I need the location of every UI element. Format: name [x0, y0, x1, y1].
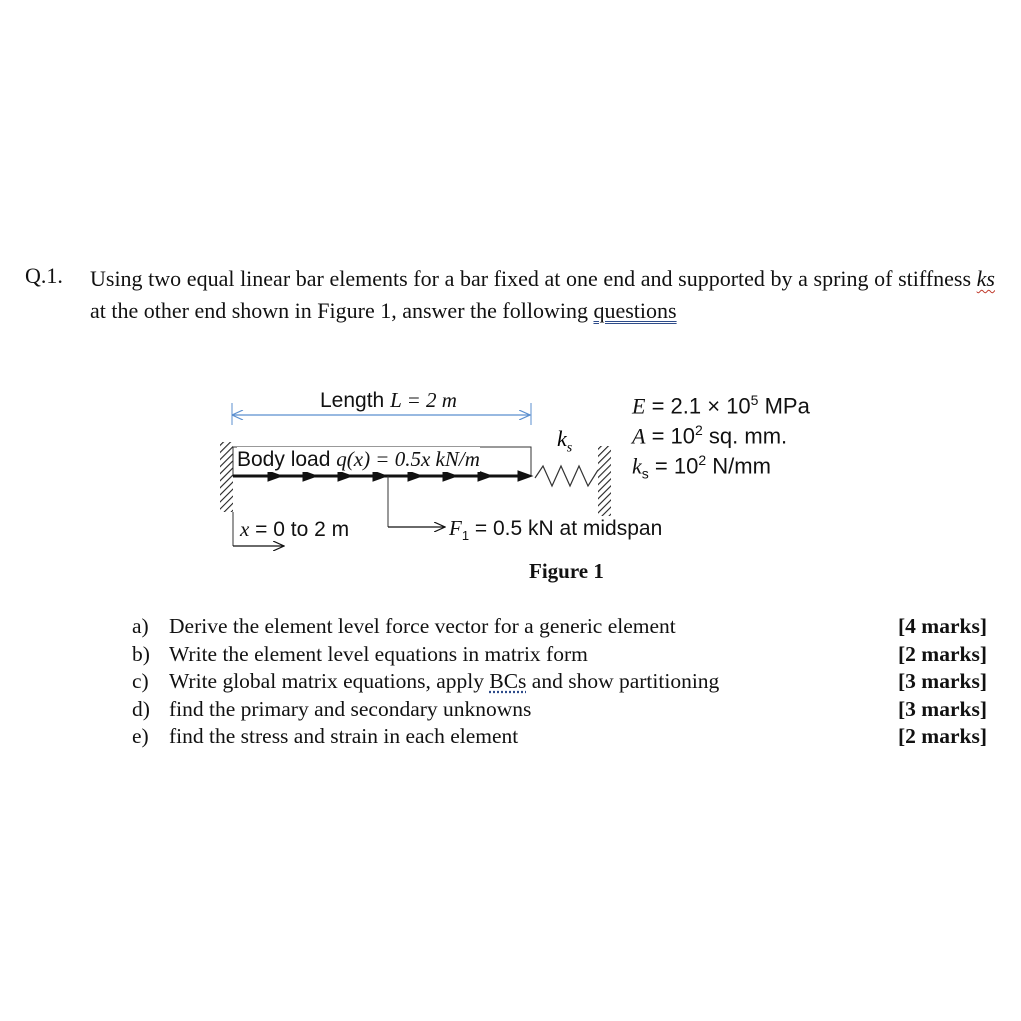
prop-a-var: A	[632, 423, 646, 449]
spring-stiffness-label	[557, 426, 572, 456]
prop-e-sup: 5	[750, 392, 759, 408]
prop-a-unit: sq. mm.	[702, 423, 788, 449]
part-d-text: find the primary and secondary unknowns	[169, 696, 532, 721]
part-e	[132, 723, 992, 751]
force-var: F	[449, 516, 462, 540]
prop-area	[632, 422, 787, 449]
part-e-text: find the stress and strain in each element	[169, 724, 519, 749]
part-c-text	[169, 668, 719, 696]
part-a	[132, 613, 992, 641]
prop-ks-unit: N/mm	[706, 453, 771, 479]
prop-ks-var: k	[632, 453, 642, 479]
spring-k: k	[557, 426, 567, 451]
prop-ks-text: = 10	[654, 453, 699, 479]
length-label	[320, 388, 457, 413]
question-last-word: questions	[593, 298, 677, 323]
part-e-letter: e)	[132, 724, 149, 749]
force-text: = 0.5 kN at midspan	[474, 517, 663, 540]
x-range-text: = 0 to 2 m	[255, 518, 350, 541]
part-b-marks: [2 marks]	[898, 641, 987, 666]
ks-inline-symbol: ks	[976, 266, 995, 291]
part-c-bcs: BCs	[489, 669, 527, 694]
part-c-text-before: Write global matrix equations, apply	[169, 669, 490, 694]
part-b-letter: b)	[132, 641, 150, 666]
part-a-marks: [4 marks]	[898, 614, 987, 638]
length-label-text: Length	[320, 389, 385, 412]
midspan-force-arrow	[388, 476, 445, 527]
question-parts	[132, 613, 992, 751]
question-text-part-1: Using two equal linear bar elements for a bar fixed at one end and supported by a spring of stiffness	[90, 266, 977, 291]
question-number: Q.1.	[25, 263, 63, 288]
prop-ks-sub: s	[641, 465, 649, 482]
left-fixed-support	[220, 442, 233, 512]
part-b	[132, 641, 992, 669]
prop-a-text: = 10	[651, 423, 696, 449]
part-c-marks: [3 marks]	[898, 669, 987, 694]
spring	[535, 466, 598, 486]
prop-a-sup: 2	[695, 422, 703, 438]
x-range-label	[240, 517, 349, 542]
right-fixed-support	[598, 446, 611, 516]
length-equation: L = 2 m	[390, 388, 457, 412]
figure-caption: Figure 1	[529, 559, 604, 583]
prop-e-text: = 2.1 × 10	[651, 393, 751, 419]
x-var: x	[240, 517, 250, 541]
body-load-equation: q(x) = 0.5x kN/m	[336, 447, 480, 471]
part-d-letter: d)	[132, 696, 150, 721]
part-c-text-after: and show partitioning	[526, 669, 720, 694]
spring-sub: s	[566, 440, 573, 456]
question-text-part-2: at the other end shown in Figure 1, answer the following	[90, 298, 594, 323]
body-load-text: Body load	[237, 448, 331, 471]
part-c-letter: c)	[132, 669, 149, 694]
force-label	[449, 516, 662, 543]
part-a-letter: a)	[132, 614, 149, 638]
part-c	[132, 668, 992, 696]
prop-spring-stiffness	[632, 452, 771, 482]
body-load-label	[237, 447, 480, 472]
body-load-arrows	[233, 471, 532, 481]
force-sub: 1	[461, 528, 470, 544]
prop-elastic-modulus	[632, 392, 810, 419]
prop-ks-sup: 2	[698, 452, 707, 468]
prop-e-var: E	[632, 393, 646, 419]
part-e-marks: [2 marks]	[898, 724, 987, 749]
part-a-text: Derive the element level force vector for a generic element	[169, 614, 676, 638]
prop-e-unit: MPa	[758, 393, 810, 419]
part-d	[132, 696, 992, 724]
part-b-text: Write the element level equations in matrix form	[169, 641, 588, 666]
part-d-marks: [3 marks]	[898, 696, 987, 721]
